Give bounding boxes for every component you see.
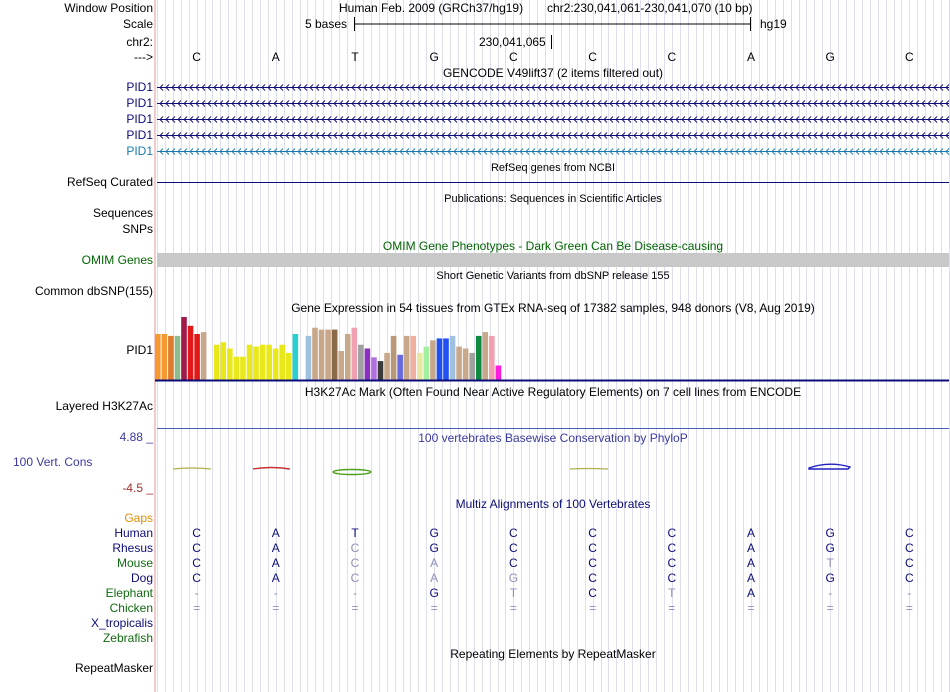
multiz-track-title[interactable]: Multiz Alignments of 100 Vertebrates <box>455 497 651 511</box>
h3k27ac-track-title[interactable]: H3K27Ac Mark (Often Found Near Active Regulatory Elements) on 7 cell lines from ENCODE <box>304 385 802 399</box>
refseq-label[interactable]: RefSeq Curated <box>66 175 153 189</box>
alignment-base: C <box>905 571 914 585</box>
alignment-base: A <box>430 571 439 585</box>
alignment-base: A <box>746 571 755 585</box>
alignment-base: C <box>509 541 518 555</box>
alignment-base: = <box>509 601 517 615</box>
alignment-base: T <box>668 586 676 600</box>
gencode-item-label[interactable]: PID1 <box>126 112 153 126</box>
alignment-base: C <box>667 571 677 585</box>
alignment-base: - <box>907 586 912 600</box>
alignment-base: C <box>509 526 518 540</box>
alignment-base: A <box>746 586 755 600</box>
alignment-base: - <box>273 586 278 600</box>
ruler-base: A <box>746 50 755 64</box>
ruler-base: G <box>429 50 439 64</box>
alignment-base: G <box>825 541 835 555</box>
phylop-track-title[interactable]: 100 vertebrates Basewise Conservation by PhyloP <box>418 431 688 445</box>
alignment-base: = <box>589 601 597 615</box>
alignment-base: C <box>509 556 518 570</box>
alignment-base: T <box>509 586 518 600</box>
alignment-base: = <box>905 601 913 615</box>
h3k27ac-label[interactable]: Layered H3K27Ac <box>55 399 153 413</box>
alignment-base: - <box>353 586 357 600</box>
omim-label[interactable]: OMIM Genes <box>81 253 153 267</box>
dbsnp-track-title[interactable]: Short Genetic Variants from dbSNP release 155 <box>436 270 670 282</box>
alignment-base: C <box>667 541 677 555</box>
species-label[interactable]: Human <box>114 526 153 540</box>
phylop-signal <box>253 468 290 470</box>
alignment-base: C <box>588 571 597 585</box>
ruler-base: C <box>509 50 518 64</box>
phylop-signal <box>570 469 608 470</box>
scale-text: 5 bases <box>305 17 348 31</box>
phylop-signal <box>333 470 371 475</box>
alignment-base: C <box>588 586 597 600</box>
alignment-base: C <box>192 526 201 540</box>
alignment-base: C <box>667 556 677 570</box>
gencode-item-label[interactable]: PID1 <box>126 144 153 158</box>
ruler-base: G <box>825 50 835 64</box>
species-label[interactable]: Zebrafish <box>102 631 153 645</box>
ruler-base: T <box>351 50 359 64</box>
alignment-base: A <box>271 556 280 570</box>
gencode-item-label[interactable]: PID1 <box>126 80 153 94</box>
phylop-signal <box>173 468 211 469</box>
alignment-base: = <box>668 601 676 615</box>
gencode-item-label[interactable]: PID1 <box>126 96 153 110</box>
publications-track-title[interactable]: Publications: Sequences in Scientific Articles <box>444 193 662 205</box>
phylop-max-label: 4.88 _ <box>119 430 153 444</box>
sequences-label[interactable]: Sequences <box>92 206 153 220</box>
gencode-track-title[interactable]: GENCODE V49lift37 (2 items filtered out) <box>442 66 664 80</box>
phylop-signal <box>809 464 850 469</box>
alignment-base: C <box>192 556 201 570</box>
ruler-base: C <box>588 50 597 64</box>
alignment-base: = <box>193 601 201 615</box>
db-text: hg19 <box>760 17 787 31</box>
coordinate-text: 230,041,065 <box>479 35 546 49</box>
alignment-base: = <box>272 601 280 615</box>
alignment-base: = <box>826 601 834 615</box>
alignment-base: = <box>351 601 359 615</box>
alignment-base: - <box>194 586 199 600</box>
alignment-base: - <box>828 586 833 600</box>
position-text[interactable]: chr2:230,041,061-230,041,070 (10 bp) <box>547 1 753 15</box>
alignment-base: G <box>508 571 519 585</box>
alignment-base: = <box>430 601 438 615</box>
alignment-base: C <box>350 541 360 555</box>
alignment-base: C <box>667 526 677 540</box>
species-label[interactable]: X_tropicalis <box>90 616 153 630</box>
alignment-base: G <box>429 586 439 600</box>
alignment-base: A <box>271 526 280 540</box>
alignment-base: T <box>826 556 834 570</box>
gtex-track-title[interactable]: Gene Expression in 54 tissues from GTEx RNA-seq of 17382 samples, 948 donors (V8, Aug 2019) <box>291 301 815 315</box>
alignment-base: A <box>271 541 280 555</box>
alignment-base: C <box>588 541 597 555</box>
alignment-base: A <box>746 526 755 540</box>
ruler-base: C <box>905 50 914 64</box>
alignment-base: C <box>905 541 914 555</box>
gencode-item-label[interactable]: PID1 <box>126 128 153 142</box>
alignment-base: G <box>429 541 439 555</box>
strand-label[interactable]: ---> <box>134 50 153 64</box>
alignment-base: C <box>905 556 914 570</box>
alignment-base: C <box>588 556 597 570</box>
chrom-label: chr2: <box>126 35 153 49</box>
alignment-base: A <box>430 556 439 570</box>
alignment-base: C <box>350 556 360 570</box>
alignment-base: A <box>271 571 280 585</box>
alignment-base: = <box>747 601 755 615</box>
ruler-base: A <box>271 50 280 64</box>
gaps-label[interactable]: Gaps <box>124 511 153 525</box>
alignment-base: G <box>429 526 439 540</box>
alignment-base: C <box>192 571 201 585</box>
phylop-label[interactable]: 100 Vert. Cons <box>13 455 93 469</box>
alignment-base: G <box>825 571 835 585</box>
species-label[interactable]: Mouse <box>116 556 153 570</box>
alignment-base: G <box>825 526 835 540</box>
alignment-base: T <box>351 526 359 540</box>
snps-label[interactable]: SNPs <box>122 222 153 236</box>
dbsnp-label[interactable]: Common dbSNP(155) <box>34 284 153 298</box>
omim-track-title[interactable]: OMIM Gene Phenotypes - Dark Green Can Be Disease-causing <box>382 239 724 253</box>
window-position-label: Window Position <box>64 1 153 15</box>
alignment-base: C <box>350 571 360 585</box>
species-label[interactable]: Dog <box>130 571 153 585</box>
refseq-track-title[interactable]: RefSeq genes from NCBI <box>490 162 616 174</box>
species-label[interactable]: Elephant <box>105 586 153 600</box>
ruler-base: C <box>192 50 201 64</box>
assembly-text: Human Feb. 2009 (GRCh37/hg19) <box>339 1 524 15</box>
gtex-label[interactable]: PID1 <box>126 343 153 357</box>
alignment-base: A <box>746 556 755 570</box>
scale-label: Scale <box>122 17 153 31</box>
alignment-base: A <box>746 541 755 555</box>
species-label[interactable]: Chicken <box>109 601 153 615</box>
phylop-min-label: -4.5 _ <box>122 481 153 495</box>
rmsk-track-title[interactable]: Repeating Elements by RepeatMasker <box>450 647 656 661</box>
alignment-base: C <box>905 526 914 540</box>
alignment-base: C <box>192 541 201 555</box>
species-label[interactable]: Rhesus <box>112 541 153 555</box>
alignment-base: C <box>588 526 597 540</box>
ruler-base: C <box>667 50 677 64</box>
rmsk-label[interactable]: RepeatMasker <box>74 661 153 675</box>
